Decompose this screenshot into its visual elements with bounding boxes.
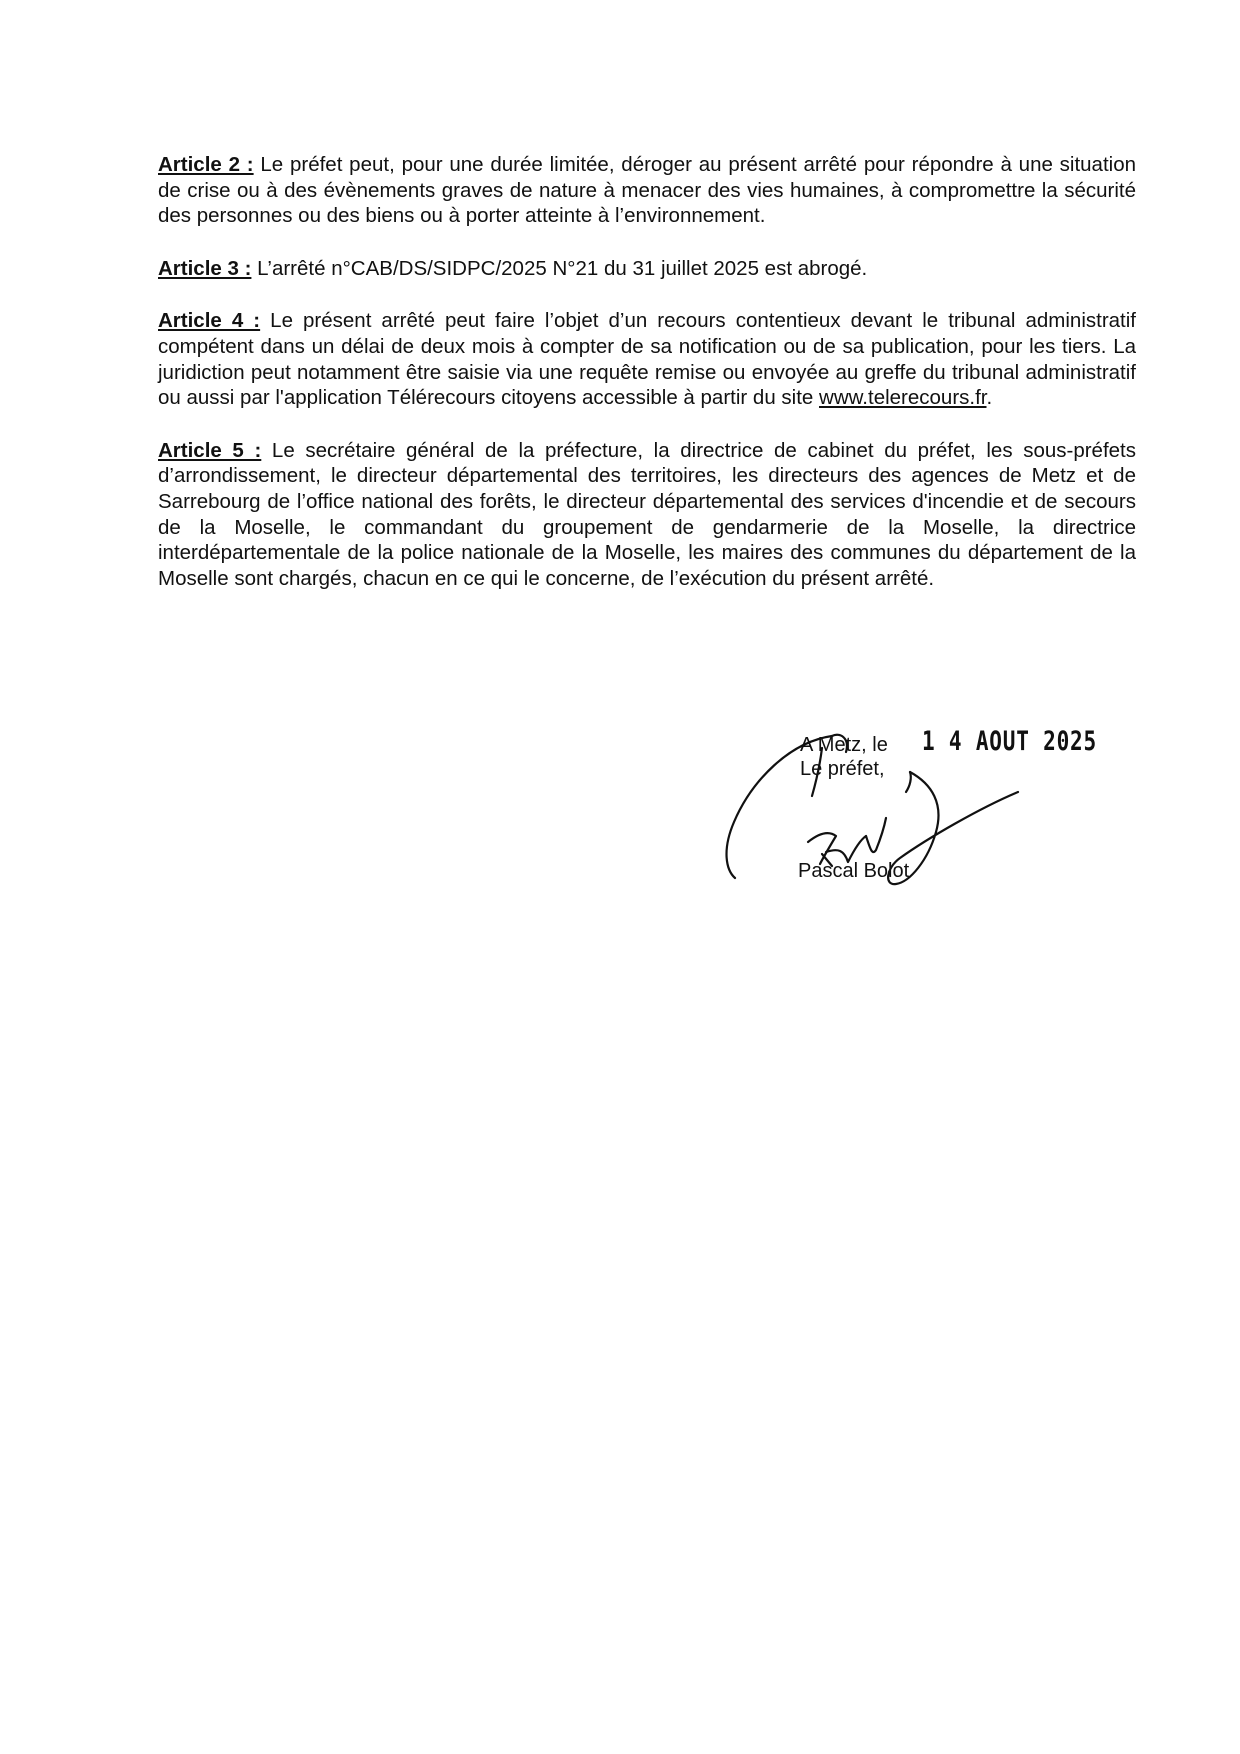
article-2-text: Le préfet peut, pour une durée limitée, déroger au présent arrêté pour répondre à une situation de crise ou à des évènements graves de nature à menacer des vies humaines, à compromettre la sécurité des personnes ou des biens ou à porter atteinte à l’environnement. — [158, 153, 1137, 228]
decree-articles — [158, 152, 1136, 618]
article-3-text: L’arrêté n°CAB/DS/SIDPC/2025 N°21 du 31 juillet 2025 est abrogé. — [251, 256, 868, 280]
article-5-text: Le secrétaire général de la préfecture, la directrice de cabinet du préfet, les sous-préfets d’arrondissement, le directeur départemental des territoires, les directeurs des agences de Metz et de Sarrebourg de l’office national des forêts, le directeur départemental des services d'incendie et de secours de la Moselle, le commandant du groupement de gendarmerie de la Moselle, la directrice interdépartementale de la police nationale de la Moselle, les maires des communes du département de la Moselle sont chargés, chacun en ce qui le concerne, de l’exécution du présent arrêté. — [158, 438, 1137, 590]
article-4-end: . — [986, 386, 993, 410]
signatory-title: Le préfet, — [800, 758, 885, 780]
date-stamp: 1 4 AOUT 2025 — [922, 726, 1097, 757]
signatory-name: Pascal Bolot — [798, 860, 910, 882]
article-5-label: Article 5 : — [158, 438, 262, 462]
handwritten-signature — [700, 700, 1100, 900]
article-3-label: Article 3 : — [158, 256, 252, 280]
article-4-text: Le présent arrêté peut faire l’objet d’un recours contentieux devant le tribunal administratif compétent dans un délai de deux mois à compter de sa notification ou de sa publication, pour les tiers. La juridiction peut notamment être saisie via une requête remise ou envoyée au greffe du tribunal administratif ou aussi par l'application Télérecours citoyens accessible à partir du site — [158, 309, 1136, 410]
article-2-label: Article 2 : — [158, 153, 254, 176]
article-5 — [158, 438, 1136, 592]
telerecours-link[interactable]: www.telerecours.fr — [819, 386, 987, 410]
signature-place: A Metz, le — [800, 734, 888, 756]
article-4-label: Article 4 : — [158, 309, 261, 333]
article-4 — [158, 308, 1136, 410]
article-3 — [158, 256, 1136, 282]
signature-block — [700, 700, 1100, 900]
article-2 — [158, 152, 1136, 229]
